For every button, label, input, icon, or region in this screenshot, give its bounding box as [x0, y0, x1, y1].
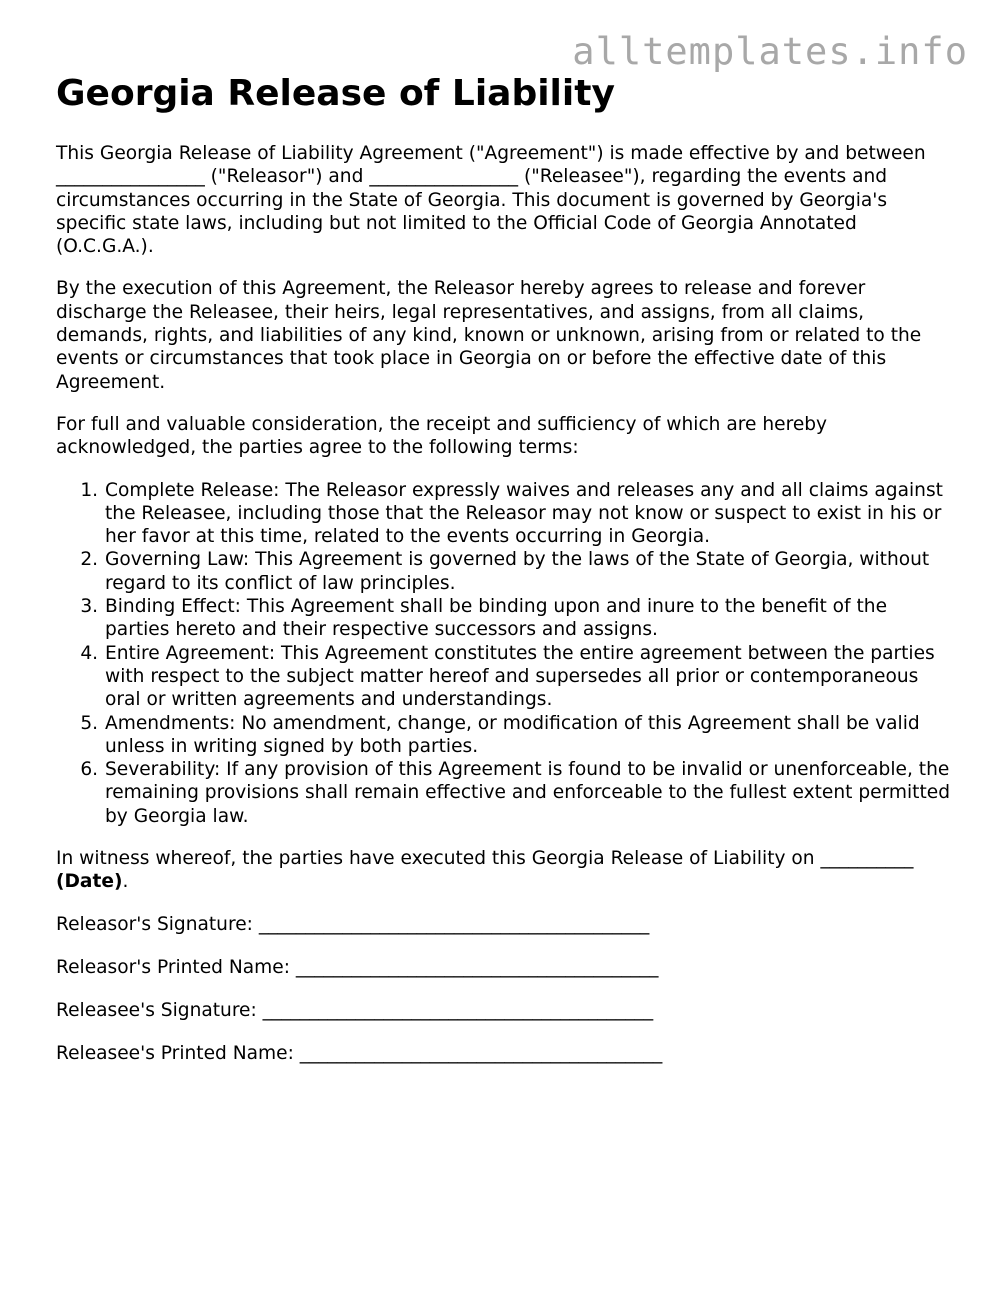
releasor-printed-name-line[interactable]: Releasor's Printed Name: _______________________________________: [56, 956, 659, 978]
term-item-binding-effect: 3. Binding Effect: This Agreement shall be binding upon and inure to the benefit of the parties hereto and their respective successors and assigns.: [104, 595, 951, 642]
releasee-signature-line[interactable]: Releasee's Signature: __________________________________________: [56, 999, 654, 1021]
date-blank[interactable]: __________: [820, 848, 914, 870]
releasee-printed-name-line[interactable]: Releasee's Printed Name: _______________________________________: [56, 1042, 663, 1064]
consideration-paragraph: For full and valuable consideration, the receipt and sufficiency of which are hereby acknowledged, the parties agree to the following terms:: [56, 413, 828, 459]
term-item-amendments: 5. Amendments: No amendment, change, or modification of this Agreement shall be valid unless in writing signed by both parties.: [104, 712, 951, 759]
term-item-severability: 6. Severability: If any provision of this Agreement is found to be invalid or unenforceable, the remaining provisions shall remain effective and enforceable to the fullest extent permitted by Georgia law.: [104, 758, 951, 828]
release-paragraph: By the execution of this Agreement, the Releasor hereby agrees to release and forever discharge the Releasee, their heirs, legal representatives, and assigns, from all claims, demands, rights, and liabilities of any kind, known or unknown, arising from or related to the events or circumstances that took place in Georgia on or before the effective date of this Agreement.: [56, 278, 922, 393]
witness-end: .: [122, 871, 129, 893]
releasor-signature-line[interactable]: Releasor's Signature: __________________________________________: [56, 913, 650, 935]
witness-text: In witness whereof, the parties have executed this Georgia Release of Liability on: [56, 848, 821, 870]
intro-text-1: This Georgia Release of Liability Agreement ("Agreement") is made effective by and between: [56, 143, 926, 164]
term-item-governing-law: 2. Governing Law: This Agreement is governed by the laws of the State of Georgia, without regard to its conflict of law principles.: [104, 548, 951, 595]
intro-paragraph: [56, 142, 951, 258]
term-item-entire-agreement: 4. Entire Agreement: This Agreement constitutes the entire agreement between the parties with respect to the subject matter hereof and supersedes all prior or contemporaneous oral or written agreements and understandings.: [104, 642, 951, 712]
page-title: Georgia Release of Liability: [56, 73, 615, 114]
date-label: (Date): [56, 871, 123, 893]
terms-list: [56, 479, 951, 828]
term-item-complete-release: 1. Complete Release: The Releasor expressly waives and releases any and all claims against the Releasee, including those that the Releasor may not know or suspect to exist in his or her favor at this time, related to the events occurring in Georgia.: [104, 479, 951, 549]
document-body: [56, 72, 951, 1085]
intro-text-3: ("Releasee"), regarding the events and circumstances occurring in the State of Georgia. This document is governed by Georgia's specific state laws, including but not limited to the Official Code of Georgia Annotated (O.C.G.A.).: [56, 166, 888, 258]
intro-text-2: ("Releasor") and: [204, 166, 370, 188]
watermark: alltemplates.info: [572, 30, 968, 73]
witness-paragraph: [56, 847, 951, 894]
releasee-name-blank[interactable]: ________________: [369, 166, 519, 188]
releasor-name-blank[interactable]: ________________: [56, 166, 205, 188]
